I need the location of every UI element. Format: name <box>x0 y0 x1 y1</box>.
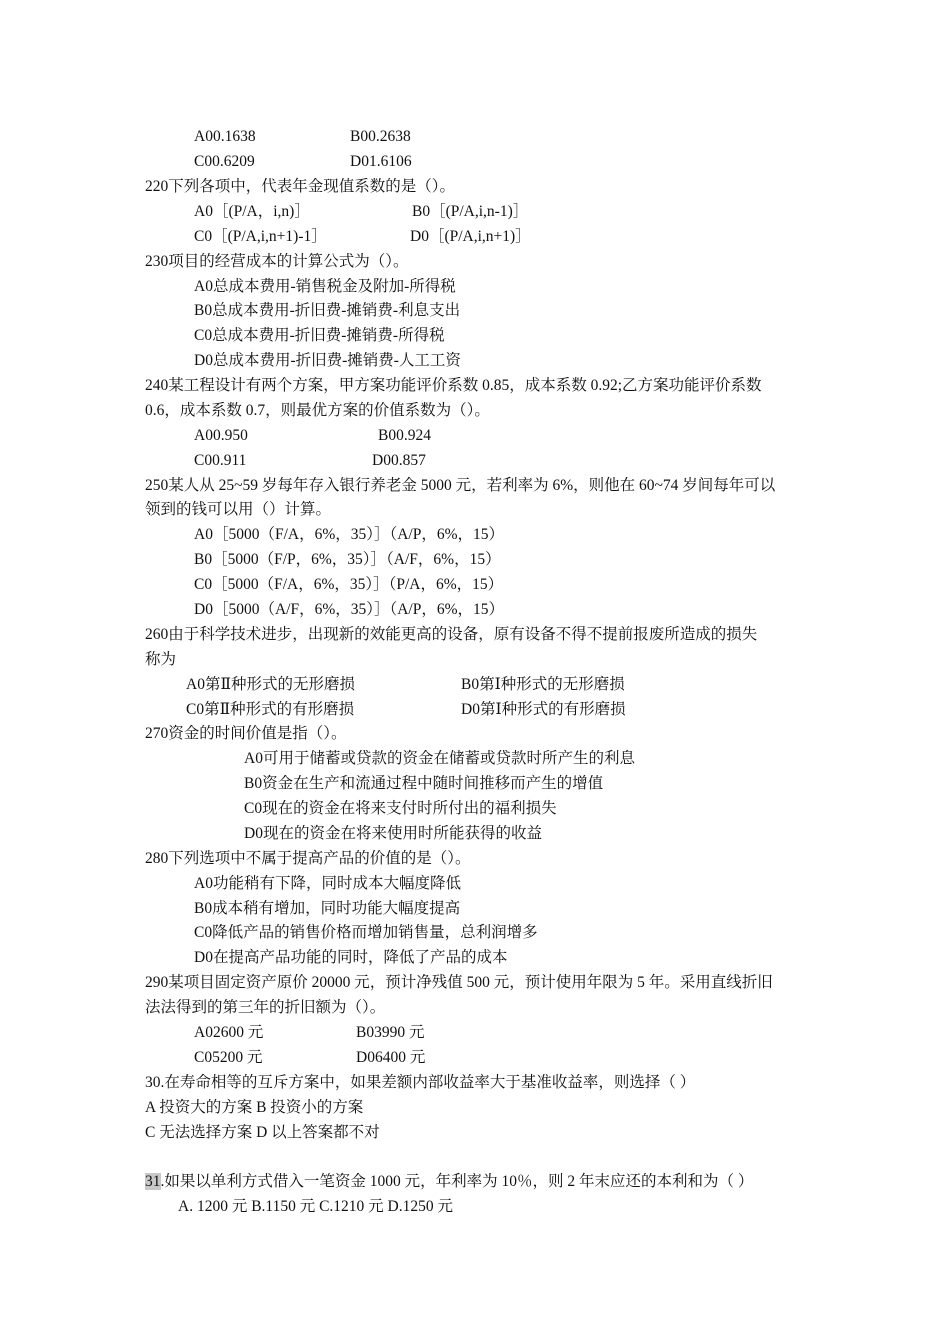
q24-option-c: C00.911 <box>194 452 247 469</box>
q29-stem-line1: 290某项目固定资产原价 20000 元，预计净残值 500 元，预计使用年限为 5 年。采用直线折旧 <box>145 974 773 991</box>
q27-stem: 270资金的时间价值是指（）。 <box>145 725 347 742</box>
q23-stem: 230项目的经营成本的计算公式为（）。 <box>145 253 409 270</box>
q22-option-c: C0［(P/A,i,n+1)-1］ <box>194 228 327 245</box>
q25-option-d: D0［5000（A/F，6%，35）］（A/P，6%，15） <box>194 601 505 618</box>
q21-option-d: D01.6106 <box>350 153 412 170</box>
q25-stem-line1: 250某人从 25~59 岁每年存入银行养老金 5000 元，若利率为 6%，则他在 60~74 岁间每年可以 <box>145 477 776 494</box>
q25-option-c: C0［5000（F/A，6%，35）］（P/A，6%，15） <box>194 576 504 593</box>
q22-option-a: A0［(P/A，i,n)］ <box>194 203 310 220</box>
q25-stem-line2: 领到的钱可以用（）计算。 <box>145 501 332 518</box>
q30-stem: 30.在寿命相等的互斥方案中，如果差额内部收益率大于基准收益率，则选择（ ） <box>145 1074 696 1091</box>
q31-stem-text: .如果以单利方式借入一笔资金 1000 元，年利率为 10％，则 2 年末应还的本利和为（ ） <box>160 1173 754 1190</box>
q30-options-cd: C 无法选择方案 D 以上答案都不对 <box>145 1124 380 1141</box>
q25-option-b: B0［5000（F/P，6%，35）］（A/F，6%，15） <box>194 551 501 568</box>
q24-option-d: D00.857 <box>372 452 426 469</box>
q23-option-a: A0总成本费用-销售税金及附加-所得税 <box>194 278 456 295</box>
q23-option-b: B0总成本费用-折旧费-摊销费-利息支出 <box>194 302 461 319</box>
q24-option-b: B00.924 <box>378 427 431 444</box>
q27-option-d: D0现在的资金在将来使用时所能获得的收益 <box>244 825 542 842</box>
q28-option-d: D0在提高产品功能的同时，降低了产品的成本 <box>194 949 508 966</box>
q21-option-a: A00.1638 <box>194 128 256 145</box>
q29-option-b: B03990 元 <box>356 1024 425 1041</box>
q21-option-b: B00.2638 <box>350 128 411 145</box>
q28-option-b: B0成本稍有增加，同时功能大幅度提高 <box>194 900 461 917</box>
q31-stem <box>145 1172 753 1192</box>
q29-option-c: C05200 元 <box>194 1049 263 1066</box>
q26-option-c: C0第Ⅱ种形式的有形磨损 <box>186 701 355 718</box>
q29-stem-line2: 法法得到的第三年的折旧额为（）。 <box>145 999 386 1016</box>
q27-option-c: C0现在的资金在将来支付时所付出的福利损失 <box>244 800 557 817</box>
q29-option-a: A02600 元 <box>194 1024 264 1041</box>
q29-option-d: D06400 元 <box>356 1049 426 1066</box>
q22-option-d: D0［(P/A,i,n+1)］ <box>410 228 531 245</box>
q26-stem-line1: 260由于科学技术进步，出现新的效能更高的设备，原有设备不得不提前报废所造成的损失 <box>145 626 758 643</box>
q26-stem-line2: 称为 <box>145 651 177 668</box>
q31-number-highlight: 31 <box>145 1173 161 1190</box>
q24-stem-line2: 0.6，成本系数 0.7，则最优方案的价值系数为（）。 <box>145 402 490 419</box>
q27-option-a: A0可用于储蓄或贷款的资金在储蓄或贷款时所产生的利息 <box>244 750 635 767</box>
q24-option-a: A00.950 <box>194 427 248 444</box>
q28-option-c: C0降低产品的销售价格而增加销售量，总利润增多 <box>194 924 538 941</box>
q31-options: A. 1200 元 B.1150 元 C.1210 元 D.1250 元 <box>178 1198 453 1215</box>
q26-option-d: D0第Ⅰ种形式的有形磨损 <box>461 701 626 718</box>
q21-option-c: C00.6209 <box>194 153 255 170</box>
q23-option-d: D0总成本费用-折旧费-摊销费-人工工资 <box>194 352 461 369</box>
q22-option-b: B0［(P/A,i,n-1)］ <box>412 203 529 220</box>
q24-stem-line1: 240某工程设计有两个方案，甲方案功能评价系数 0.85，成本系数 0.92;乙方案功能评价系数 <box>145 377 762 394</box>
q26-option-a: A0第Ⅱ种形式的无形磨损 <box>186 676 355 693</box>
q23-option-c: C0总成本费用-折旧费-摊销费-所得税 <box>194 327 445 344</box>
q25-option-a: A0［5000（F/A，6%，35）］（A/P，6%，15） <box>194 526 505 543</box>
q27-option-b: B0资金在生产和流通过程中随时间推移而产生的增值 <box>244 775 604 792</box>
q30-options-ab: A 投资大的方案 B 投资小的方案 <box>145 1099 364 1116</box>
q28-option-a: A0功能稍有下降，同时成本大幅度降低 <box>194 875 461 892</box>
q22-stem: 220下列各项中，代表年金现值系数的是（）。 <box>145 178 456 195</box>
q26-option-b: B0第Ⅰ种形式的无形磨损 <box>461 676 625 693</box>
q28-stem: 280下列选项中不属于提高产品的价值的是（）。 <box>145 850 471 867</box>
